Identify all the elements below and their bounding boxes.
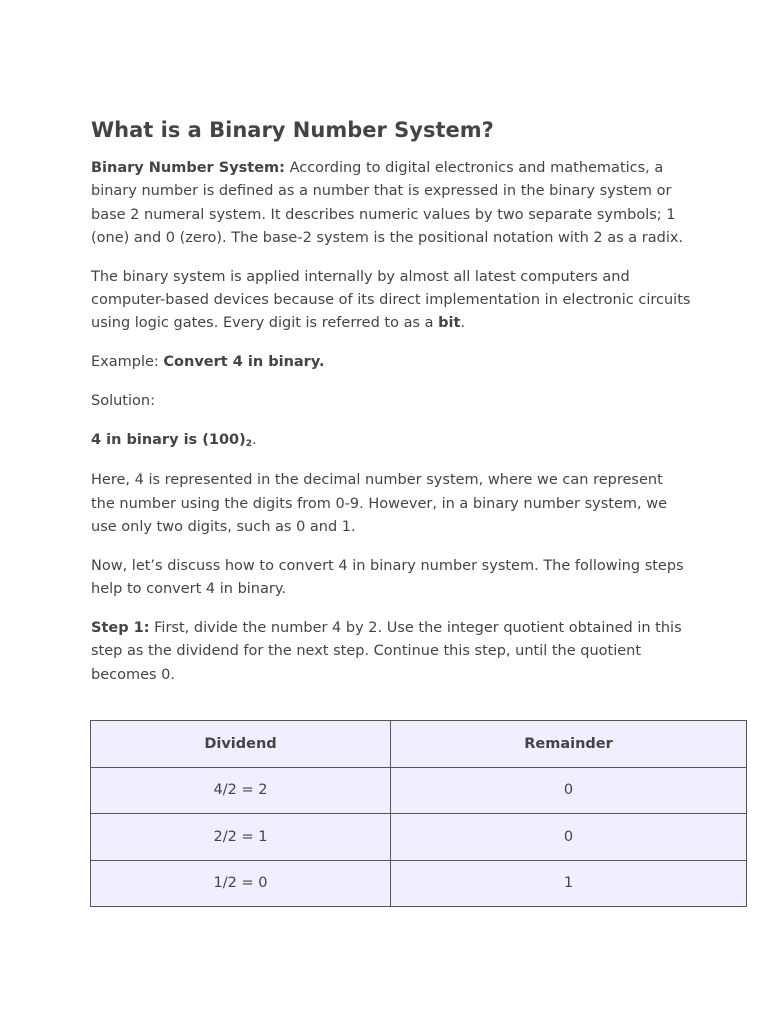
- header-remainder: Remainder: [391, 721, 747, 768]
- article: [91, 114, 691, 702]
- definition-label: Binary Number System:: [91, 160, 285, 176]
- cell-remainder: 0: [391, 767, 747, 814]
- example-label: Example:: [91, 354, 164, 371]
- paragraph-example: [91, 351, 691, 374]
- page-title: What is a Binary Number System?: [91, 118, 494, 142]
- paragraph-steps-intro: Now, let’s discuss how to convert 4 in binary number system. The following steps help to convert 4 in binary.: [91, 557, 684, 598]
- conversion-table-wrapper: [90, 720, 747, 907]
- cell-remainder: 0: [391, 814, 747, 861]
- example-question: Convert 4 in binary.: [163, 354, 325, 371]
- paragraph-usage: [91, 266, 691, 336]
- paragraph-solution: Solution:: [91, 392, 155, 409]
- table-row: [91, 767, 747, 814]
- paragraph-step-1: [91, 617, 691, 687]
- usage-end: .: [460, 315, 465, 332]
- table-row: [91, 860, 747, 907]
- step-1-text: First, divide the number 4 by 2. Use the integer quotient obtained in this step as the dividend for the next step. Continue this step, until the quotient becomes 0.: [91, 619, 682, 683]
- usage-text: The binary system is applied internally by almost all latest computers and computer-based devices because of its direct implementation in electronic circuits using logic gates. Every digit is referred to as a: [91, 268, 691, 332]
- step-1-label: Step 1:: [91, 619, 150, 636]
- conversion-table: [90, 720, 747, 907]
- answer-end: .: [252, 431, 257, 448]
- paragraph-answer: [91, 429, 691, 454]
- definition-text: According to digital electronics and mathematics, a binary number is defined as a number that is expressed in the binary system or base 2 numeral system. It describes numeric values by two separate symbols; 1 (one) and 0 (zero). The base-2 system is the positional notation with 2 as a radix.: [91, 160, 684, 246]
- cell-dividend: 4/2 = 2: [91, 767, 391, 814]
- table-row: [91, 814, 747, 861]
- cell-dividend: 1/2 = 0: [91, 860, 391, 907]
- table-header-row: [91, 721, 747, 768]
- paragraph-decimal-explanation: Here, 4 is represented in the decimal number system, where we can represent the number using the digits from 0-9. However, in a binary number system, we use only two digits, such as 0 and 1.: [91, 472, 667, 536]
- answer-subscript: 2: [245, 438, 253, 449]
- answer-text: [91, 432, 252, 448]
- cell-remainder: 1: [391, 860, 747, 907]
- cell-dividend: 2/2 = 1: [91, 814, 391, 861]
- bit-term: bit: [438, 315, 461, 332]
- paragraph-definition: [91, 157, 691, 250]
- header-dividend: Dividend: [91, 721, 391, 768]
- answer-main: 4 in binary is (100): [91, 431, 246, 448]
